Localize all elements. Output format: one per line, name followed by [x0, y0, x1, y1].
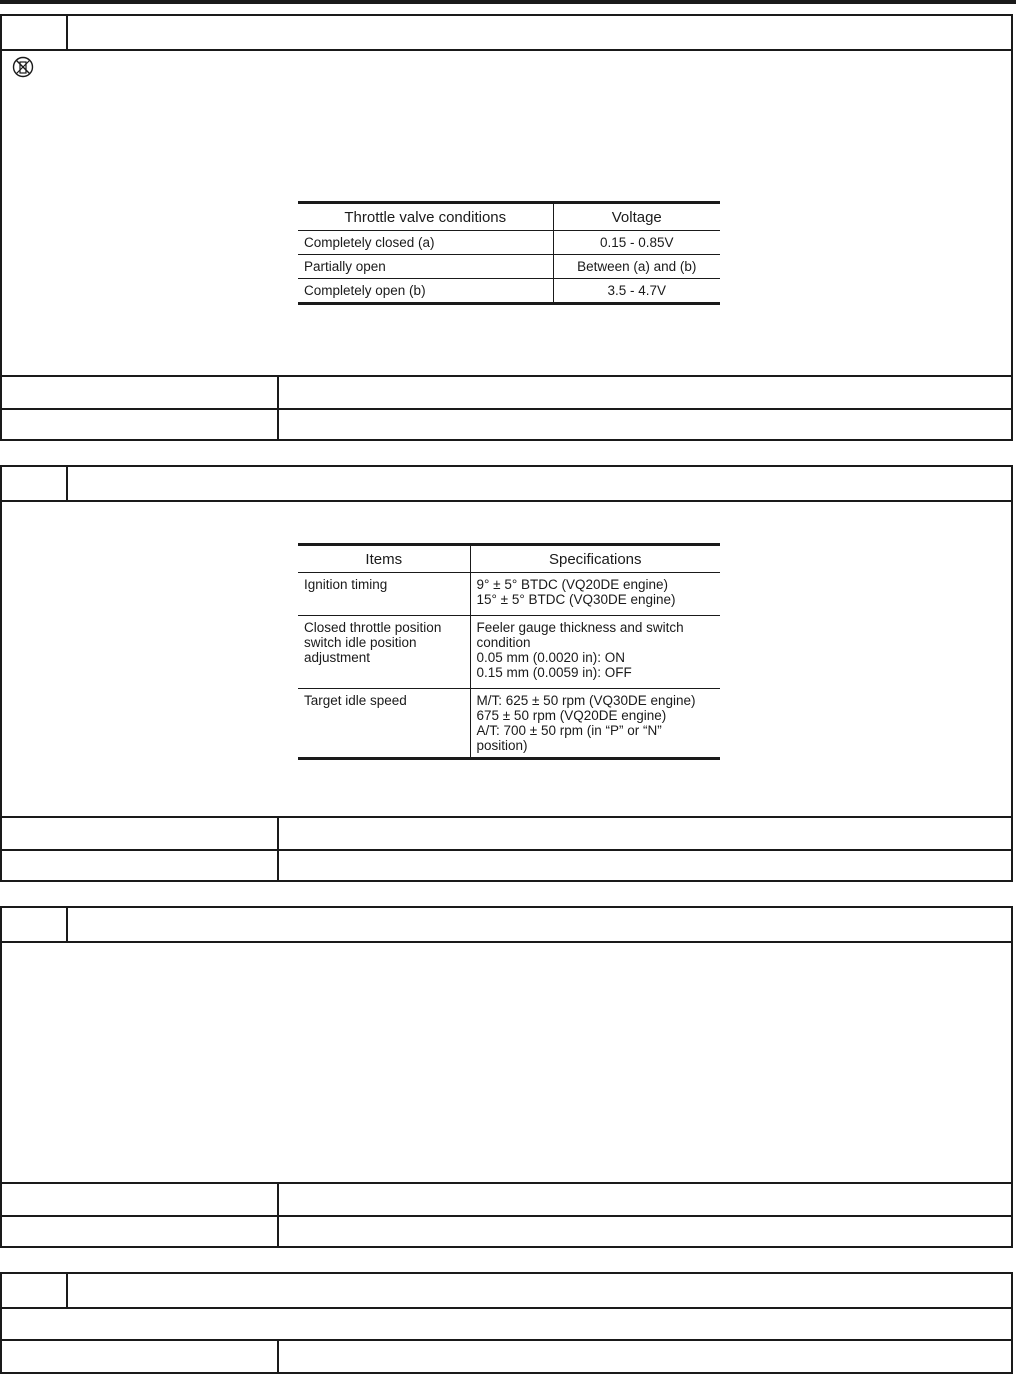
table-row: [298, 279, 720, 304]
check-box-2: [0, 465, 1013, 882]
box-3-step-cell: [2, 908, 68, 941]
box-3-header: [2, 908, 1011, 943]
check-box-4: [0, 1272, 1013, 1374]
table-cell: 3.5 - 4.7V: [553, 279, 720, 304]
result-label-cell: [2, 377, 279, 408]
box-2-body: [2, 502, 1011, 818]
box-1-header: [2, 16, 1011, 51]
box-4-result-ok: [2, 1341, 1011, 1372]
box-2-result-ng: [2, 849, 1011, 882]
table-row: [298, 255, 720, 279]
table-cell: Partially open: [298, 255, 553, 279]
box-4-body: [2, 1309, 1011, 1341]
result-label-cell: [2, 1184, 279, 1215]
table-cell: Completely open (b): [298, 279, 553, 304]
result-label-cell: [2, 410, 279, 441]
table-header-row: [298, 545, 720, 573]
top-rule: [0, 0, 1016, 4]
box-2-result-ok: [2, 818, 1011, 849]
table-cell: M/T: 625 ± 50 rpm (VQ30DE engine) 675 ± 50 rpm (VQ20DE engine) A/T: 700 ± 50 rpm (in “P” or “N” position): [470, 689, 720, 759]
result-label-cell: [2, 818, 279, 849]
box-2-step-cell: [2, 467, 68, 500]
table-row: [298, 573, 720, 616]
throttle-voltage-table: [298, 201, 720, 305]
table-cell: Feeler gauge thickness and switch condition 0.05 mm (0.0020 in): ON 0.15 mm (0.0059 in): OFF: [470, 616, 720, 689]
check-box-3: [0, 906, 1013, 1248]
box-1-result-ok: [2, 377, 1011, 408]
box-1-body: [2, 51, 1011, 377]
box-1-result-ng: [2, 408, 1011, 441]
table-cell: Ignition timing: [298, 573, 470, 616]
column-header: Throttle valve conditions: [298, 203, 553, 231]
result-label-cell: [2, 1341, 279, 1372]
result-label-cell: [2, 851, 279, 882]
column-header: Specifications: [470, 545, 720, 573]
idle-spec-table: [298, 543, 720, 760]
box-2-header: [2, 467, 1011, 502]
table-cell: Closed throttle position switch idle position adjustment: [298, 616, 470, 689]
check-box-1: [0, 14, 1013, 441]
box-4-header: [2, 1274, 1011, 1309]
box-3-result-ng: [2, 1215, 1011, 1248]
table-header-row: [298, 203, 720, 231]
table-row: [298, 689, 720, 759]
table-cell: Between (a) and (b): [553, 255, 720, 279]
column-header: Items: [298, 545, 470, 573]
table-cell: 9° ± 5° BTDC (VQ20DE engine) 15° ± 5° BTDC (VQ30DE engine): [470, 573, 720, 616]
box-3-body: [2, 943, 1011, 1184]
table-row: [298, 231, 720, 255]
no-smoking-icon: [12, 56, 34, 78]
box-4-step-cell: [2, 1274, 68, 1307]
table-cell: Completely closed (a): [298, 231, 553, 255]
table-row: [298, 616, 720, 689]
column-header: Voltage: [553, 203, 720, 231]
table-cell: 0.15 - 0.85V: [553, 231, 720, 255]
result-label-cell: [2, 1217, 279, 1248]
box-3-result-ok: [2, 1184, 1011, 1215]
box-1-step-cell: [2, 16, 68, 49]
table-cell: Target idle speed: [298, 689, 470, 759]
